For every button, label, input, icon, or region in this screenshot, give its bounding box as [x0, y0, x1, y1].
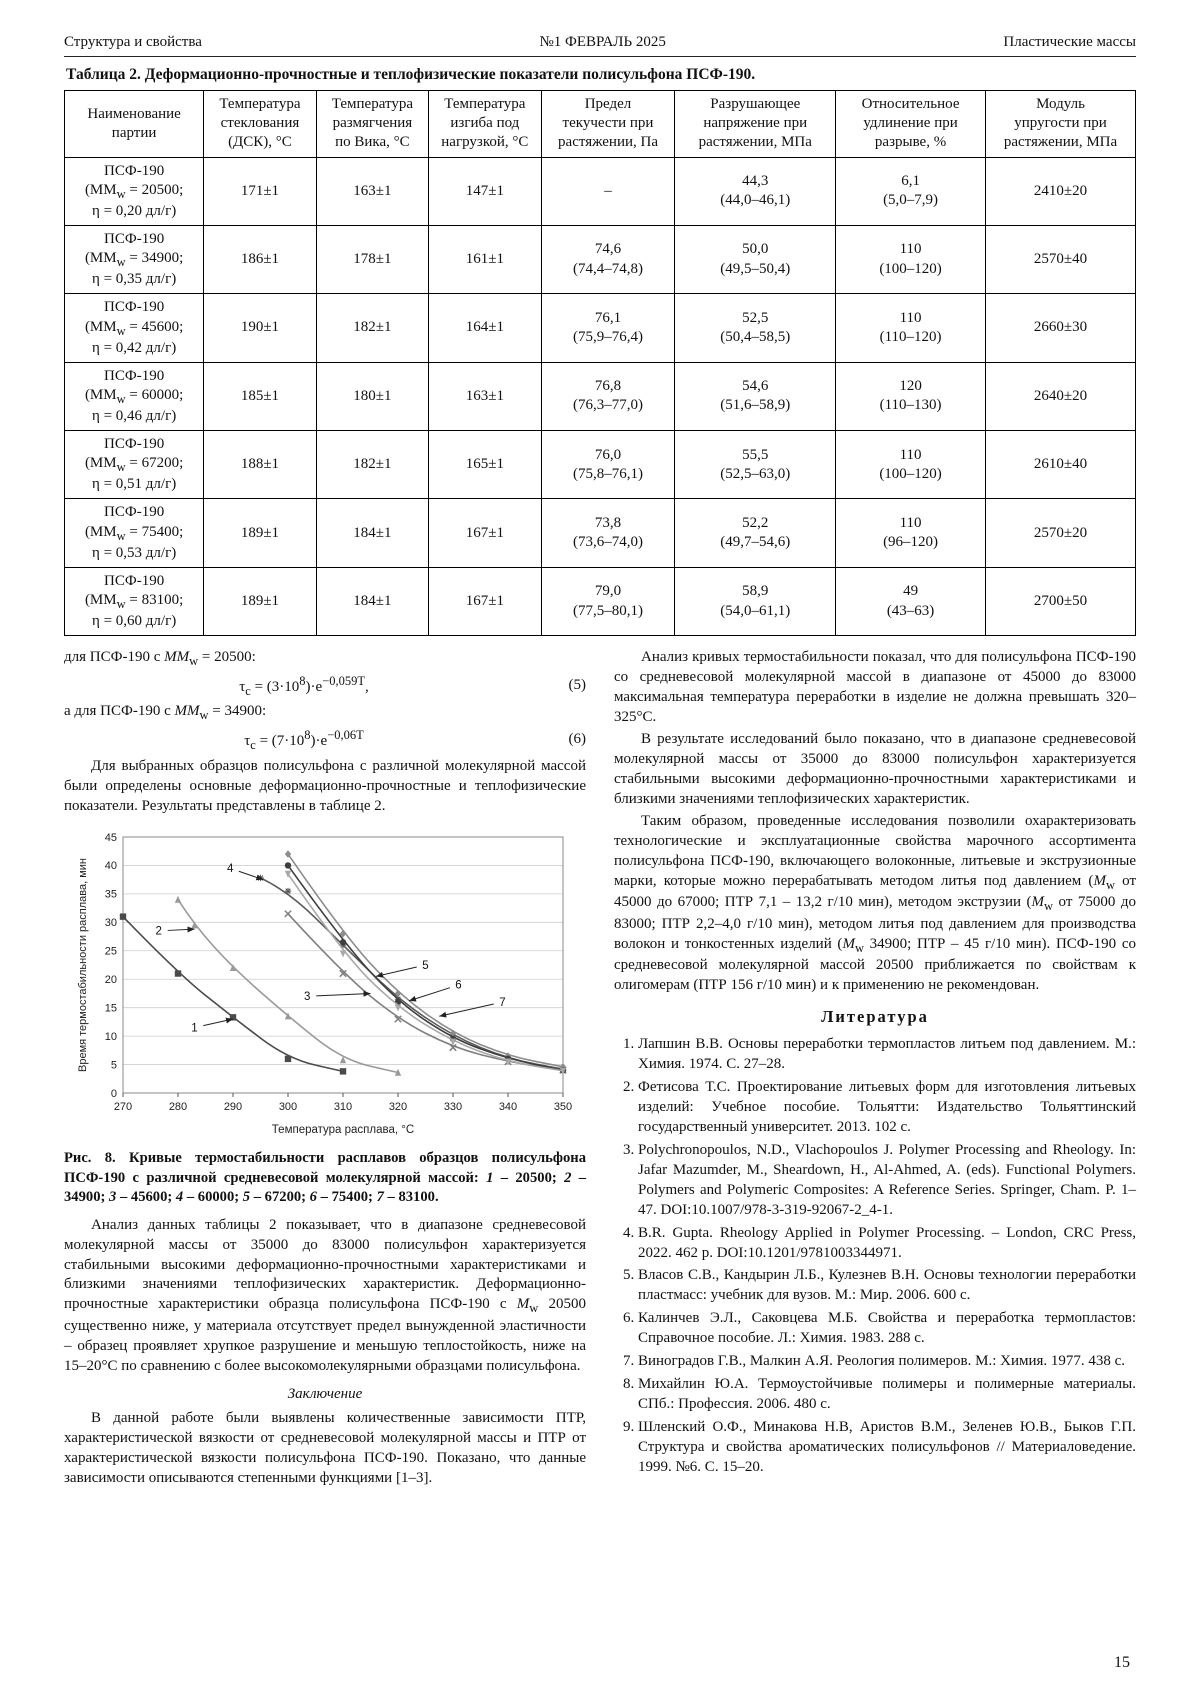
value-cell: 182±1 — [316, 431, 428, 499]
batch-name-cell: ПСФ-190 ($ММ_w = 67200$; η = 0,51 дл/г) — [65, 431, 204, 499]
value-cell: 6,1 (5,0–7,9) — [836, 157, 986, 225]
svg-text:10: 10 — [104, 1030, 117, 1043]
value-cell: 2570±20 — [986, 499, 1136, 567]
table-row — [65, 499, 1136, 567]
value-cell: 189±1 — [204, 499, 316, 567]
svg-text:5: 5 — [110, 1058, 117, 1071]
column-header: Температура изгиба под нагрузкой, °С — [429, 91, 541, 158]
column-header: Разрушающее напряжение при растяжении, МПа — [675, 91, 836, 158]
equation-5-intro: для ПСФ-190 с $ММ_w = 20500$: — [64, 649, 256, 669]
header-journal-title: Пластические массы — [1003, 34, 1136, 50]
paragraph-samples: Для выбранных образцов полисульфона с различной молекулярной массой были определены основные деформационно-прочностные и теплофизические показатели. Результаты представлены в таблице 2. — [64, 757, 586, 814]
value-cell: 52,2 (49,7–54,6) — [675, 499, 836, 567]
value-cell: 178±1 — [316, 225, 428, 293]
value-cell: 2700±50 — [986, 567, 1136, 635]
svg-text:330: 330 — [443, 1100, 463, 1113]
column-header: Модуль упругости при растяжении, МПа — [986, 91, 1136, 158]
reference-item: 6. Калинчев Э.Л., Саковцева М.Б. Свойства и переработка термопластов: Справочное пособие. Л.: Химия. 1983. 288 с. — [638, 1309, 1136, 1349]
table2 — [64, 90, 1136, 636]
table-row — [65, 431, 1136, 499]
value-cell: 50,0 (49,5–50,4) — [675, 225, 836, 293]
paragraph-conclusion: В данной работе были выявлены количественные зависимости ПТР, характеристической вязкости от средневесовой молекулярной массы и ПТР от характеристической вязкости полисульфона ПСФ-190. Показано, что данные зависимости описываются степенными функциями [1–3]. — [64, 1409, 586, 1486]
value-cell: 76,8 (76,3–77,0) — [541, 362, 675, 430]
column-header: Относительное удлинение при разрыве, % — [836, 91, 986, 158]
value-cell: 54,6 (51,6–58,9) — [675, 362, 836, 430]
column-header: Температура размягчения по Вика, °С — [316, 91, 428, 158]
svg-text:290: 290 — [223, 1100, 243, 1113]
value-cell: 110 (100–120) — [836, 431, 986, 499]
value-cell: 180±1 — [316, 362, 428, 430]
svg-text:Температура расплава, °С: Температура расплава, °С — [271, 1123, 415, 1136]
svg-text:5: 5 — [422, 959, 429, 972]
value-cell: 188±1 — [204, 431, 316, 499]
value-cell: 161±1 — [429, 225, 541, 293]
value-cell: 184±1 — [316, 499, 428, 567]
svg-text:0: 0 — [110, 1087, 117, 1100]
value-cell: 164±1 — [429, 294, 541, 362]
value-cell: 76,0 (75,8–76,1) — [541, 431, 675, 499]
paragraph-thermostability: Анализ кривых термостабильности показал, что для полисульфона ПСФ-190 со средневесовой молекулярной массой в диапазоне от 45000 до 83000 максимальная температура переработки в изделие не должна превышать 320–325°С. — [614, 649, 1136, 725]
batch-name-cell: ПСФ-190 ($ММ_w = 60000$; η = 0,46 дл/г) — [65, 362, 204, 430]
paragraph-table-analysis: Анализ данных таблицы 2 показывает, что в диапазоне средневесовой молекулярной массы от 35000 до 83000 полисульфон характеризуется стабильными высокими деформационно-прочностными характеристиками и близкими значениями теплофизических характеристик. Деформационно-прочностные характеристики образца полисульфона ПСФ-190 с $М_w$ 20500 существенно ниже, у материала отсутствует предел вынужденной эластичности – образец проявляет хрупкое разрушение и меньшую теплостойкость, ниже на 15–20°С по сравнению с более высокомолекулярными образцами полисульфона. — [64, 1216, 586, 1374]
table2-body — [65, 157, 1136, 636]
value-cell: 167±1 — [429, 499, 541, 567]
value-cell: 2660±30 — [986, 294, 1136, 362]
table-row — [65, 225, 1136, 293]
reference-item: 7. Виноградов Г.В., Малкин А.Я. Реология полимеров. М.: Химия. 1977. 438 с. — [638, 1352, 1136, 1372]
header-section-title: Структура и свойства — [64, 34, 202, 50]
value-cell: 110 (96–120) — [836, 499, 986, 567]
value-cell: 185±1 — [204, 362, 316, 430]
value-cell: 190±1 — [204, 294, 316, 362]
conclusion-heading: Заключение — [287, 1385, 363, 1402]
value-cell: 52,5 (50,4–58,5) — [675, 294, 836, 362]
svg-text:45: 45 — [104, 831, 117, 844]
equation-6-intro: а для ПСФ-190 с $ММ_w = 34900$: — [64, 703, 267, 723]
right-column — [614, 648, 1136, 1490]
batch-name-cell: ПСФ-190 ($ММ_w = 45600$; η = 0,42 дл/г) — [65, 294, 204, 362]
equation-6 — [64, 727, 586, 754]
value-cell: 163±1 — [429, 362, 541, 430]
column-header: Предел текучести при растяжении, Па — [541, 91, 675, 158]
value-cell: 55,5 (52,5–63,0) — [675, 431, 836, 499]
reference-item: 8. Михайлин Ю.А. Термоустойчивые полимеры и полимерные материалы. СПб.: Профессия. 2006. 480 с. — [638, 1375, 1136, 1415]
value-cell: 163±1 — [316, 157, 428, 225]
value-cell: 182±1 — [316, 294, 428, 362]
value-cell: 44,3 (44,0–46,1) — [675, 157, 836, 225]
svg-text:320: 320 — [388, 1100, 408, 1113]
svg-text:300: 300 — [278, 1100, 298, 1113]
value-cell: 2410±20 — [986, 157, 1136, 225]
svg-text:340: 340 — [498, 1100, 518, 1113]
paragraph-results: В результате исследований было показано, что в диапазоне средневесовой молекулярной массы от 35000 до 83000 полисульфон характеризуется стабильными высокими деформационно-прочностными характеристиками и близкими значениями теплофизических характеристик. — [614, 730, 1136, 807]
svg-text:15: 15 — [104, 1001, 117, 1014]
reference-item: 4. B.R. Gupta. Rheology Applied in Polymer Processing. – London, CRC Press, 2022. 462 p. DOI:10.1201/9781003344971. — [638, 1224, 1136, 1264]
svg-text:25: 25 — [104, 945, 117, 958]
value-cell: – — [541, 157, 675, 225]
figure-8 — [64, 827, 586, 1146]
column-header: Наименование партии — [65, 91, 204, 158]
equation-6-body: $\tau_с = (7\cdot 10^8)\cdot e^{-0,06Т}$ — [244, 728, 364, 753]
reference-item: 9. Шленский О.Ф., Минакова Н.В, Аристов В.М., Зеленев Ю.В., Быков Г.П. Структура и свойства ароматических полисульфонов // Материаловедение. 1999. №6. С. 15–20. — [638, 1418, 1136, 1478]
column-header: Температура стеклования (ДСК), °С — [204, 91, 316, 158]
value-cell: 58,9 (54,0–61,1) — [675, 567, 836, 635]
table-row — [65, 567, 1136, 635]
value-cell: 76,1 (75,9–76,4) — [541, 294, 675, 362]
svg-text:6: 6 — [455, 979, 462, 992]
table-row — [65, 362, 1136, 430]
svg-text:3: 3 — [304, 990, 311, 1003]
reference-item: 3. Polychronopoulos, N.D., Vlachopoulos J. Polymer Processing and Rheology. In: Jafar Mazumder, M., Sheardown, H., Al-Ahmed, A. (eds). Functional Polymers. Polymers and Polymeric Composites: A Reference Series. Springer, Cham. P. 1–47. DOI:10.1007/978-3-319-92067-2_4-1. — [638, 1141, 1136, 1221]
value-cell: 167±1 — [429, 567, 541, 635]
svg-text:40: 40 — [104, 859, 117, 872]
value-cell: 189±1 — [204, 567, 316, 635]
svg-text:270: 270 — [113, 1100, 133, 1113]
reference-item: 5. Власов С.В., Кандырин Л.Б., Кулезнев В.Н. Основы технологии переработки пластмасс: учебник для вузов. М.: Мир. 2006. 600 с. — [638, 1266, 1136, 1306]
fig8-thermostability-chart — [75, 827, 575, 1139]
svg-text:4: 4 — [227, 862, 234, 875]
value-cell: 184±1 — [316, 567, 428, 635]
value-cell: 49 (43–63) — [836, 567, 986, 635]
value-cell: 73,8 (73,6–74,0) — [541, 499, 675, 567]
value-cell: 2610±40 — [986, 431, 1136, 499]
page-number: 15 — [1114, 1654, 1130, 1671]
value-cell: 74,6 (74,4–74,8) — [541, 225, 675, 293]
equation-5-body: $\tau_с = (3\cdot 10^8)\cdot e^{-0,059Т}$, — [239, 673, 369, 698]
reference-item: 2. Фетисова Т.С. Проектирование литьевых форм для изготовления литьевых изделий: Учебное пособие. Тольятти: Издательство Тольяттинский государственный университет. 2013. 102 с. — [638, 1078, 1136, 1138]
svg-text:Время термостабильности распла: Время термостабильности расплава, мин — [77, 857, 89, 1072]
batch-name-cell: ПСФ-190 ($ММ_w = 20500$; η = 0,20 дл/г) — [65, 157, 204, 225]
batch-name-cell: ПСФ-190 ($ММ_w = 75400$; η = 0,53 дл/г) — [65, 499, 204, 567]
value-cell: 2570±40 — [986, 225, 1136, 293]
value-cell: 110 (110–120) — [836, 294, 986, 362]
header-issue: №1 ФЕВРАЛЬ 2025 — [539, 34, 666, 50]
table2-header-row — [65, 91, 1136, 158]
table-row — [65, 157, 1136, 225]
references-list — [614, 1035, 1136, 1478]
equation-5-number: (5) — [568, 677, 586, 694]
svg-text:20: 20 — [104, 973, 117, 986]
value-cell: 186±1 — [204, 225, 316, 293]
equation-6-number: (6) — [568, 731, 586, 748]
svg-text:35: 35 — [104, 888, 117, 901]
two-column-body — [64, 648, 1136, 1490]
svg-text:30: 30 — [104, 916, 117, 929]
batch-name-cell: ПСФ-190 ($ММ_w = 83100$; η = 0,60 дл/г) — [65, 567, 204, 635]
value-cell: 2640±20 — [986, 362, 1136, 430]
svg-text:7: 7 — [499, 996, 506, 1009]
left-column — [64, 648, 586, 1490]
value-cell: 79,0 (77,5–80,1) — [541, 567, 675, 635]
value-cell: 165±1 — [429, 431, 541, 499]
figure-8-caption: Рис. 8. Кривые термостабильности расплавов образцов полисульфона ПСФ-190 с различной средневесовой молекулярной массой: 1 – 20500; 2 – 34900; 3 – 45600; 4 – 60000; 5 – 67200; 6 – 75400; 7 – 83100. — [64, 1150, 586, 1206]
value-cell: 110 (100–120) — [836, 225, 986, 293]
svg-text:310: 310 — [333, 1100, 353, 1113]
value-cell: 147±1 — [429, 157, 541, 225]
svg-text:1: 1 — [191, 1021, 198, 1034]
paragraph-summary: Таким образом, проведенные исследования позволили охарактеризовать технологические и эксплуатационные свойства марочного ассортимента полисульфона ПСФ-190, включающего волоконные, литьевые и экструзионные марки, которые можно перерабатывать методом литья под давлением ($М_w$ от 45000 до 67000; ПТР 7,1 – 13,2 г/10 мин), методом экструзии ($М_w$ от 75000 до 83000; ПТР 2,2–4,0 г/10 мин), методом литья под давлением для производства волокон и тонкостенных изделий ($М_w$ 34900; ПТР – 45 г/10 мин). ПСФ-190 со средневесовой молекулярной массой 20500 приближается по свойствам к олигомерам (ПТР 156 г/10 мин) и к применению не рекомендован. — [614, 812, 1136, 994]
svg-text:350: 350 — [553, 1100, 573, 1113]
running-header — [64, 34, 1136, 57]
literature-heading: Литература — [821, 1007, 929, 1027]
value-cell: 171±1 — [204, 157, 316, 225]
equation-5 — [64, 673, 586, 700]
svg-text:280: 280 — [168, 1100, 188, 1113]
table-row — [65, 294, 1136, 362]
value-cell: 120 (110–130) — [836, 362, 986, 430]
batch-name-cell: ПСФ-190 ($ММ_w = 34900$; η = 0,35 дл/г) — [65, 225, 204, 293]
table2-caption: Таблица 2. Деформационно-прочностные и теплофизические показатели полисульфона ПСФ-190. — [66, 66, 756, 83]
svg-text:2: 2 — [155, 925, 162, 938]
reference-item: 1. Лапшин В.В. Основы переработки термопластов литьем под давлением. М.: Химия. 1974. С. 27–28. — [638, 1035, 1136, 1075]
